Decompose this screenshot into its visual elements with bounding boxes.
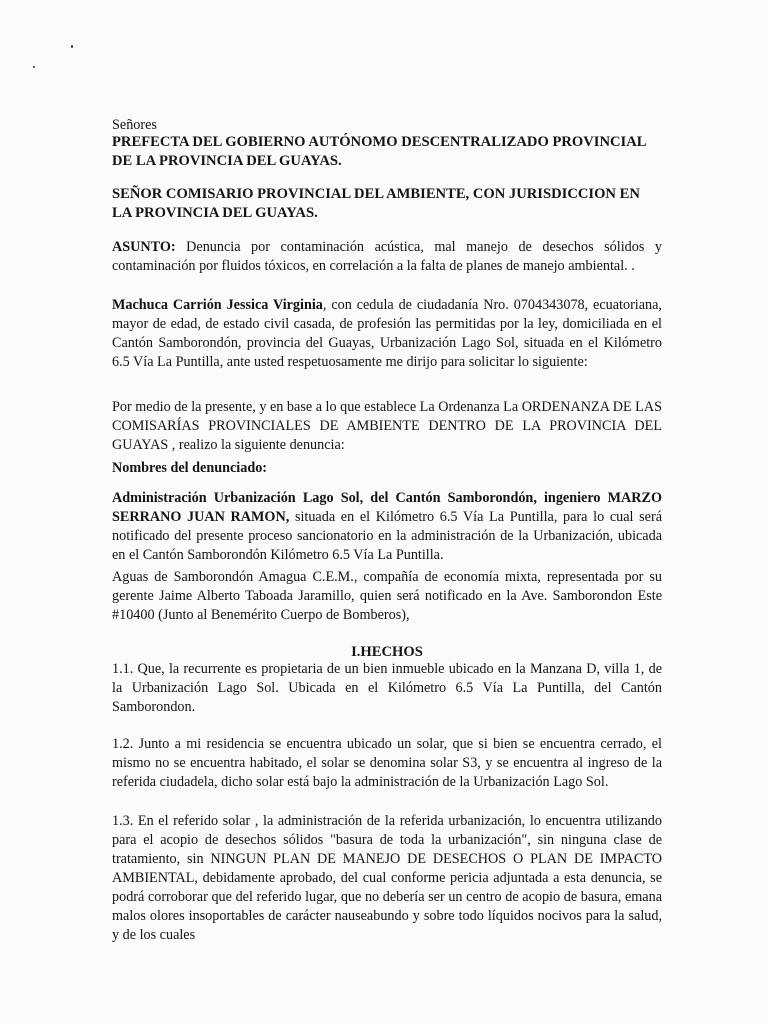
addressee-commissioner: SEÑOR COMISARIO PROVINCIAL DEL AMBIENTE, CON JURISDICCION EN LA PROVINCIA DEL GUAYAS. (112, 186, 640, 221)
addressee-prefect: PREFECTA DEL GOBIERNO AUTÓNOMO DESCENTRALIZADO PROVINCIAL DE LA PROVINCIA DEL GUAYAS. (112, 134, 646, 169)
complainant-name: Machuca Carrión Jessica Virginia (112, 297, 323, 313)
fact-3-paragraph: 1.3. En el referido solar , la administración de la referida urbanización, lo encuentra utilizando para el acopio de desechos sólidos "basura de toda la urbanización", sin ninguna clase de tratamiento, sin NINGUN PLAN DE MANEJO DE DESECHOS O PLAN DE IMPACTO AMBIENTAL, debidamente aprobado, del cual conforme pericia adjuntada a esta denuncia, se podrá corroborar que del referido lugar, que no debería ser un centro de acopio de basura, emana malos olores insoportables de carácter nauseabundo y sobre todo líquidos nocivos para la salud, y de los cuales (112, 813, 662, 943)
fact-2-paragraph: 1.2. Junto a mi residencia se encuentra ubicado un solar, que si bien se encuentra cerrado, el mismo no se encuentra habitado, el solar se denomina solar S3, y se encuentra al ingreso de la referida ciudadela, dicho solar está bajo la administración de la Urbanización Lago Sol. (112, 736, 662, 790)
respondents-heading: Nombres del denunciado: (112, 460, 268, 476)
respondent-2-paragraph: Aguas de Samborondón Amagua C.E.M., compañía de economía mixta, representada por su gerente Jaime Alberto Taboada Jaramillo, quien será notificado en la Ave. Samborondon Este #10400 (Junto al Benemérito Cuerpo de Bomberos), (112, 569, 662, 623)
respondent-1-name: Administración Urbanización Lago Sol, del Cantón Samborondón, ingeniero MARZO SERRANO JUAN RAMON, (112, 490, 662, 525)
respondent-1-paragraph (112, 489, 662, 565)
subject-paragraph (112, 238, 662, 276)
subject-text: Denuncia por contaminación acústica, mal manejo de desechos sólidos y contaminación por fluidos tóxicos, en correlación a la falta de planes de manejo ambiental. . (112, 239, 662, 274)
salutation: Señores (112, 117, 157, 133)
subject-label: ASUNTO: (112, 239, 176, 255)
complainant-paragraph (112, 296, 662, 372)
section-title: I.HECHOS (351, 644, 423, 660)
respondent-1-text: situada en el Kilómetro 6.5 Vía La Puntilla, para lo cual será notificado del presente proceso sancionatorio en la administración de la Urbanización, ubicada en el Cantón Samborondón Kilómetro 6.5 Vía La Puntilla. (112, 509, 662, 563)
complainant-text: , con cedula de ciudadanía Nro. 0704343078, ecuatoriana, mayor de edad, de estado civil casada, de profesión las permitidas por la ley, domiciliada en el Cantón Samborondón, provincia del Guayas, Urbanización Lago Sol, situada en el Kilómetro 6.5 Vía La Puntilla, ante usted respetuosamente me dirijo para solicitar lo siguiente: (112, 297, 662, 370)
scan-speck (71, 45, 73, 48)
fact-1-paragraph: 1.1. Que, la recurrente es propietaria de un bien inmueble ubicado en la Manzana D, villa 1, de la Urbanización Lago Sol. Ubicada en el Kilómetro 6.5 Vía La Puntilla, del Cantón Samborondon. (112, 661, 662, 715)
scan-speck (33, 66, 35, 68)
intro-paragraph: Por medio de la presente, y en base a lo que establece La Ordenanza La ORDENANZA DE LAS COMISARÍAS PROVINCIALES DE AMBIENTE DENTRO DE LA PROVINCIA DEL GUAYAS , realizo la siguiente denuncia: (112, 399, 662, 453)
